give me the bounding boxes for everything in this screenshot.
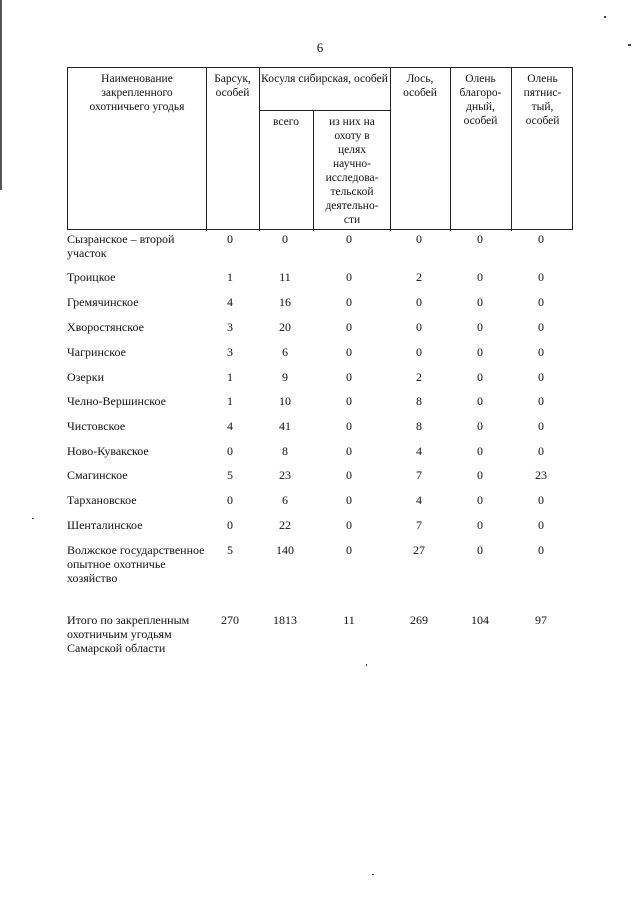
roe-all-value: 22 <box>279 518 291 532</box>
sika-deer-value: 0 <box>538 543 544 557</box>
red-deer-value: 0 <box>477 444 483 458</box>
red-deer-value: 0 <box>477 493 483 507</box>
row-name: Чистовское <box>67 419 126 433</box>
badger-value: 1 <box>227 370 233 384</box>
badger-value: 5 <box>227 543 233 557</box>
roe-sci-value: 0 <box>346 444 352 458</box>
roe-sci-value: 0 <box>346 419 352 433</box>
elk-value: 8 <box>416 419 422 433</box>
row-name: Озерки <box>67 370 104 384</box>
roe-sci-value: 0 <box>346 370 352 384</box>
row-name: Тархановское <box>67 493 137 507</box>
sika-deer-value: 23 <box>535 468 547 482</box>
row-name: Хворостянское <box>67 320 144 334</box>
header-badger: Барсук, особей <box>214 73 251 99</box>
elk-value: 0 <box>416 295 422 309</box>
badger-value: 5 <box>227 468 233 482</box>
header-roe-sci: из них на охоту в целях научно-исследова-тельской деятельно-сти <box>325 116 379 226</box>
elk-value: 8 <box>416 394 422 408</box>
red-deer-value: 0 <box>477 295 483 309</box>
red-deer-value: 0 <box>477 370 483 384</box>
row-name: Челно-Вершинское <box>67 394 166 408</box>
red-deer-value: 0 <box>477 270 483 284</box>
row-name: Троицкое <box>67 270 116 284</box>
badger-value: 0 <box>227 518 233 532</box>
roe-all-value: 16 <box>279 295 291 309</box>
sika-deer-value: 0 <box>538 295 544 309</box>
roe-all-value: 41 <box>279 419 291 433</box>
sika-deer-value: 0 <box>538 493 544 507</box>
badger-value: 1 <box>227 394 233 408</box>
roe-sci-value: 0 <box>346 270 352 284</box>
header-roe: Косуля сибирская, особей <box>261 73 388 85</box>
header-divider <box>259 68 260 231</box>
row-name: Волжское государственное опытное охотничье хозяйство <box>67 543 205 585</box>
badger-value: 1 <box>227 270 233 284</box>
roe-all-value: 11 <box>279 270 291 284</box>
total-red-deer: 104 <box>471 613 489 627</box>
red-deer-value: 0 <box>477 419 483 433</box>
sika-deer-value: 0 <box>538 345 544 359</box>
red-deer-value: 0 <box>477 232 483 246</box>
scan-speck <box>604 16 606 18</box>
red-deer-value: 0 <box>477 394 483 408</box>
sika-deer-value: 0 <box>538 232 544 246</box>
roe-sci-value: 0 <box>346 543 352 557</box>
elk-value: 7 <box>416 468 422 482</box>
row-name: Смагинское <box>67 468 128 482</box>
roe-sci-value: 0 <box>346 468 352 482</box>
elk-value: 7 <box>416 518 422 532</box>
roe-sci-value: 0 <box>346 493 352 507</box>
red-deer-value: 0 <box>477 518 483 532</box>
sika-deer-value: 0 <box>538 370 544 384</box>
roe-all-value: 9 <box>282 370 288 384</box>
total-elk: 269 <box>410 613 428 627</box>
row-name: Шенталинское <box>67 518 143 532</box>
roe-all-value: 8 <box>282 444 288 458</box>
row-name: Сызранское – второй участок <box>67 232 175 260</box>
red-deer-value: 0 <box>477 468 483 482</box>
roe-all-value: 23 <box>279 468 291 482</box>
total-name: Итого по закрепленным охотничьим угодьям Самарской области <box>67 613 190 655</box>
total-sika-deer: 97 <box>535 613 547 627</box>
total-roe-sci: 11 <box>343 613 355 627</box>
badger-value: 3 <box>227 345 233 359</box>
elk-value: 0 <box>416 320 422 334</box>
header-elk: Лось, особей <box>403 73 437 99</box>
red-deer-value: 0 <box>477 543 483 557</box>
header-red-deer: Олень благоро-дный, особей <box>459 73 502 127</box>
roe-sci-value: 0 <box>346 394 352 408</box>
red-deer-value: 0 <box>477 320 483 334</box>
header-sika-deer: Олень пятнис-тый, особей <box>523 73 562 127</box>
roe-all-value: 6 <box>282 493 288 507</box>
row-name: Ново-Кувакское <box>67 444 149 458</box>
sika-deer-value: 0 <box>538 320 544 334</box>
page-number: 6 <box>316 40 324 55</box>
sika-deer-value: 0 <box>538 444 544 458</box>
total-roe-all: 1813 <box>273 613 297 627</box>
roe-sci-value: 0 <box>346 518 352 532</box>
roe-sci-value: 0 <box>346 295 352 309</box>
scan-edge-mark <box>0 0 2 190</box>
roe-all-value: 140 <box>276 543 294 557</box>
roe-sci-value: 0 <box>346 232 352 246</box>
roe-all-value: 6 <box>282 345 288 359</box>
header-roe-all: всего <box>273 116 299 128</box>
scan-speck <box>628 44 631 46</box>
scan-speck <box>32 518 34 519</box>
roe-all-value: 10 <box>279 394 291 408</box>
row-name: Гремячинское <box>67 295 139 309</box>
red-deer-value: 0 <box>477 345 483 359</box>
sika-deer-value: 0 <box>538 419 544 433</box>
badger-value: 4 <box>227 419 233 433</box>
elk-value: 27 <box>413 543 425 557</box>
badger-value: 3 <box>227 320 233 334</box>
row-name: Чагринское <box>67 345 126 359</box>
scan-speck <box>366 664 367 666</box>
elk-value: 2 <box>416 270 422 284</box>
elk-value: 0 <box>416 232 422 246</box>
badger-value: 0 <box>227 444 233 458</box>
elk-value: 0 <box>416 345 422 359</box>
elk-value: 4 <box>416 493 422 507</box>
sika-deer-value: 0 <box>538 394 544 408</box>
roe-sci-value: 0 <box>346 320 352 334</box>
elk-value: 2 <box>416 370 422 384</box>
scan-speck <box>372 874 374 875</box>
total-badger: 270 <box>221 613 239 627</box>
table-header <box>67 67 573 230</box>
badger-value: 0 <box>227 493 233 507</box>
badger-value: 0 <box>227 232 233 246</box>
roe-all-value: 20 <box>279 320 291 334</box>
badger-value: 4 <box>227 295 233 309</box>
sika-deer-value: 0 <box>538 518 544 532</box>
header-name: Наименование закрепленного охотничьего угодья <box>89 73 185 113</box>
roe-all-value: 0 <box>282 232 288 246</box>
roe-sci-value: 0 <box>346 345 352 359</box>
elk-value: 4 <box>416 444 422 458</box>
sika-deer-value: 0 <box>538 270 544 284</box>
